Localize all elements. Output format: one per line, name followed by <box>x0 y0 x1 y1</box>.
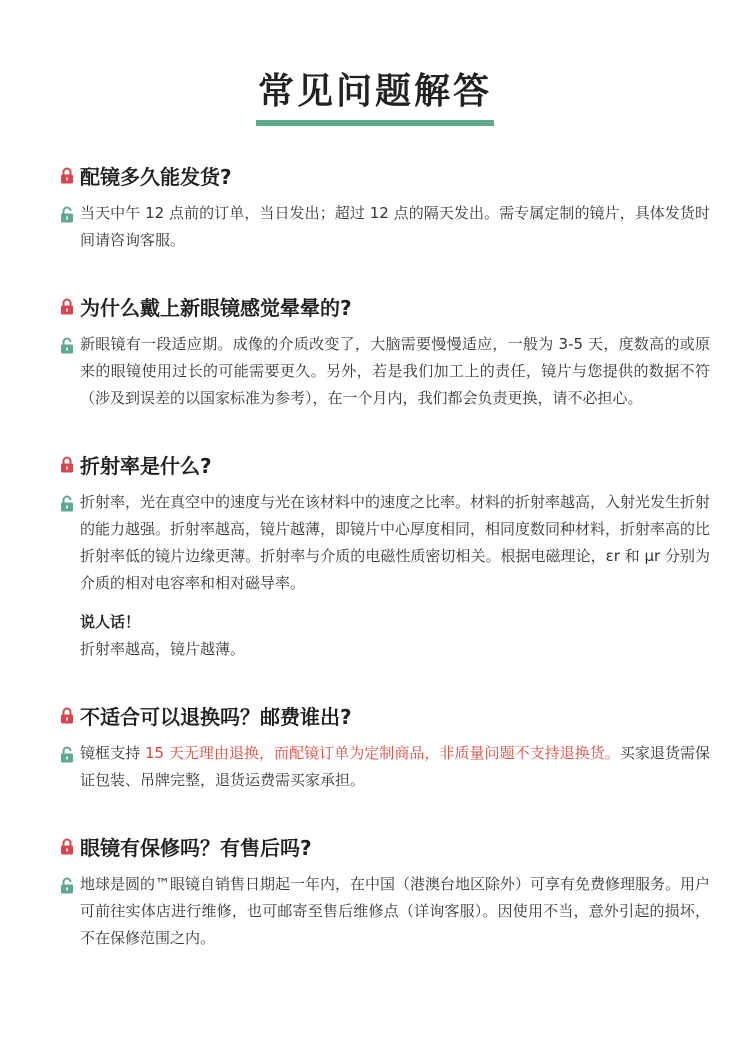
faq-question-text: 折射率是什么? <box>80 453 212 478</box>
faq-question <box>60 698 710 732</box>
faq-answer <box>60 200 710 254</box>
note-text: 折射率越高，镜片越薄。 <box>80 640 246 658</box>
faq-item <box>60 698 710 794</box>
faq-answer <box>60 740 710 794</box>
lock-open-icon <box>60 877 74 894</box>
title-wrap <box>40 0 710 126</box>
faq-question-text: 配镜多久能发货? <box>80 164 232 189</box>
faq-answer-text: 新眼镜有一段适应期。成像的介质改变了，大脑需要慢慢适应，一般为 3-5 天，度数高的或原来的眼镜使用过长的可能需要更久。另外，若是我们加工上的责任，镜片与您提供的数据不符（涉及到误差的以国家标准为参考），在一个月内，我们都会负责更换，请不必担心。 <box>80 335 710 407</box>
lock-closed-icon <box>60 707 74 724</box>
faq-question-text: 不适合可以退换吗？邮费谁出? <box>80 704 352 729</box>
note-heading: 说人话！ <box>80 613 141 631</box>
lock-open-icon <box>60 337 74 354</box>
faq-answer-text: 当天中午 12 点前的订单，当日发出；超过 12 点的隔天发出。需专属定制的镜片，具体发货时间请咨询客服。 <box>80 204 710 249</box>
answer-suffix: 买家退货需保证包装、吊牌完整，退货运费需买家承担。 <box>80 744 710 789</box>
answer-prefix: 镜框支持 <box>80 744 145 762</box>
lock-closed-icon <box>60 167 74 184</box>
faq-item <box>60 158 710 254</box>
lock-closed-icon <box>60 298 74 315</box>
lock-open-icon <box>60 746 74 763</box>
faq-answer-text: 折射率，光在真空中的速度与光在该材料中的速度之比率。材料的折射率越高，入射光发生折射的能力越强。折射率越高，镜片越薄，即镜片中心厚度相同，相同度数同种材料，折射率高的比折射率低的镜片边缘更薄。折射率与介质的电磁性质密切相关。根据电磁理论，εr 和 μr 分别为介质的相对电容率和相对磁导率。 <box>80 493 711 592</box>
faq-item <box>60 829 710 952</box>
faq-question <box>60 829 710 863</box>
faq-answer <box>60 489 710 597</box>
faq-answer <box>60 331 710 412</box>
lock-closed-icon <box>60 456 74 473</box>
faq-list <box>60 158 710 952</box>
faq-answer-text: 地球是圆的™眼镜自销售日期起一年内，在中国（港澳台地区除外）可享有免费修理服务。用户可前往实体店进行维修，也可邮寄至售后维修点（详询客服）。因使用不当，意外引起的损坏，不在保修范围之内。 <box>80 875 711 947</box>
faq-question <box>60 158 710 192</box>
page-title: 常见问题解答 <box>256 70 494 126</box>
faq-question-text: 眼镜有保修吗？有售后吗? <box>80 835 312 860</box>
faq-answer-text <box>80 740 710 794</box>
lock-open-icon <box>60 495 74 512</box>
faq-item <box>60 289 710 412</box>
faq-item <box>60 447 710 663</box>
faq-answer <box>60 871 710 952</box>
lock-open-icon <box>60 206 74 223</box>
faq-question <box>60 289 710 323</box>
lock-closed-icon <box>60 838 74 855</box>
plain-language-note <box>80 609 710 663</box>
answer-highlight: 15 天无理由退换，而配镜订单为定制商品，非质量问题不支持退换货。 <box>144 744 620 762</box>
faq-question-text: 为什么戴上新眼镜感觉晕晕的? <box>80 295 352 320</box>
faq-question <box>60 447 710 481</box>
